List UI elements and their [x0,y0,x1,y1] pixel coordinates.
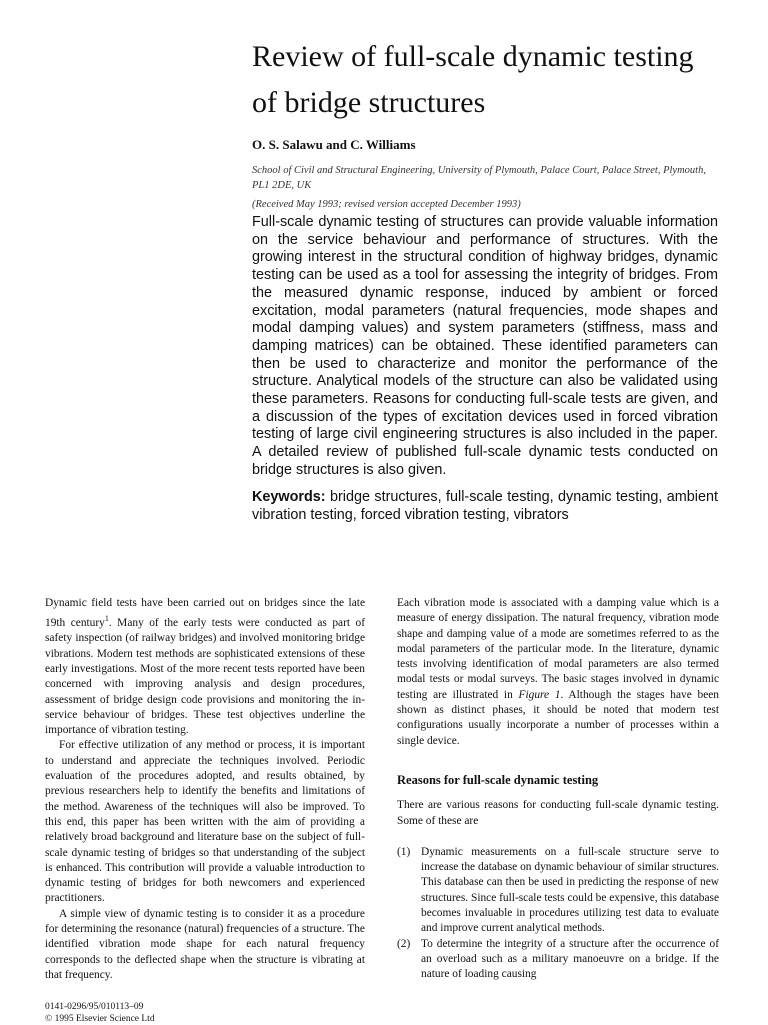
article-title [252,34,722,126]
title-line-1: Review of full-scale dynamic testing [252,40,694,73]
list-number: (1) [397,845,411,858]
paragraph-text: Dynamic field tests have been carried out on bridges since the late 19th century [45,597,365,630]
section-heading: Reasons for full-scale dynamic testing [397,772,599,787]
paragraph-text: . Although the stages have been shown as distinct phases, it should be noted that modern test configurations usually incorporate a number of processes within a single device. [397,688,719,747]
keywords-label: Keywords: [252,489,326,505]
authors: O. S. Salawu and C. Williams [252,137,416,152]
paragraph-text: Each vibration mode is associated with a damping value which is a measure of energy dissipation. The natural frequency, vibration mode shape and damping value of a mode are sometimes referred to as the modal parameters of the particular mode. In the literature, dynamic tests involving identification of modal parameters are also termed modal tests or modal surveys. The basic stages involved in dynamic testing are illustrated in [397,597,719,701]
reasons-intro: There are various reasons for conducting full-scale dynamic testing. Some of these are [397,799,719,827]
keywords-text: bridge structures, full-scale testing, dynamic testing, ambient vibration testing, forced vibration testing, vibrators [252,489,719,523]
list-text: To determine the integrity of a structure after the occurrence of an overload such as a military manoeuvre on a bridge. If the nature of loading causing [421,937,719,981]
list-number: (2) [397,937,411,950]
list-item [397,937,719,983]
intro-paragraph-3: A simple view of dynamic testing is to consider it as a procedure for determining the resonance (natural) frequencies of a structure. The identified vibration mode shape for each natural frequency corresponds to the deflected shape when the structure is vibrating at that frequency. [45,907,365,981]
affiliation: School of Civil and Structural Engineering, University of Plymouth, Palace Court, Palace Street, Plymouth, PL1 2DE, UK [252,165,706,191]
intro-paragraph-1 [45,596,365,738]
paragraph-text: . Many of the early tests were conducted as part of safety inspection (of railway bridges) and involved monitoring bridge vibrations. Modern test methods are sophisticated extensions of these early investigations. Most of the more recent tests reported have been concerned with improving analysis and design procedures, assessment of bridge design code provisions and monitoring the in-service behaviour of bridges. These test objectives underline the importance of vibration testing. [45,617,365,737]
footer [45,1001,155,1025]
intro-paragraph-2: For effective utilization of any method or process, it is important to understand and appreciate the techniques involved. Periodic evaluation of the procedures adopted, and results obtained, by previous researchers help to identify the benefits and limitations of the method. Awareness of the techniques will also be improved. To this end, this paper has been written with the aim of providing a relatively broad background and literature base on the subject of full-scale dynamic testing of bridges so that understanding of the subject is enhanced. This contribution will provide a valuable introduction to dynamic testing of bridges for both newcomers and experienced practitioners. [45,739,365,905]
reference-1: 1 [104,614,109,624]
title-line-2: of bridge structures [252,86,486,119]
figure-reference: Figure 1 [518,688,561,701]
received-dates: (Received May 1993; revised version accepted December 1993) [252,199,521,210]
copyright: © 1995 Elsevier Science Ltd [45,1014,155,1024]
left-column [45,596,365,983]
article-header [252,34,722,212]
list-item [397,845,719,937]
list-text: Dynamic measurements on a full-scale structure serve to increase the database on dynamic behaviour of similar structures. This database can then be used in predicting the response of new structures. Since full-scale tests could be expensive, this database becomes invaluable in procedures utilizing test data to evaluate and improve current analytical methods. [421,845,719,935]
reasons-list [397,845,719,983]
keywords [252,489,718,524]
journal-code: 0141-0296/95/010113–09 [45,1002,144,1012]
abstract: Full-scale dynamic testing of structures can provide valuable information on the service behaviour and performance of structures. With the growing interest in the structural condition of highway bridges, dynamic testing can be used as a tool for assessing the integrity of bridges. From the measured dynamic response, induced by ambient or forced excitation, modal parameters (natural frequencies, mode shapes and modal damping values) and system parameters (stiffness, mass and damping matrices) can be obtained. These identified parameters can then be used to characterize and monitor the performance of the structure. Analytical models of the structure can also be validated using these parameters. Reasons for conducting full-scale tests are given, and a discussion of the types of excitation devices used in forced vibration testing of large civil engineering structures is also included in the paper. A detailed review of published full-scale dynamic tests conducted on bridge structures is also given. [252,214,718,478]
modal-paragraph [397,596,719,749]
right-column [397,596,719,983]
